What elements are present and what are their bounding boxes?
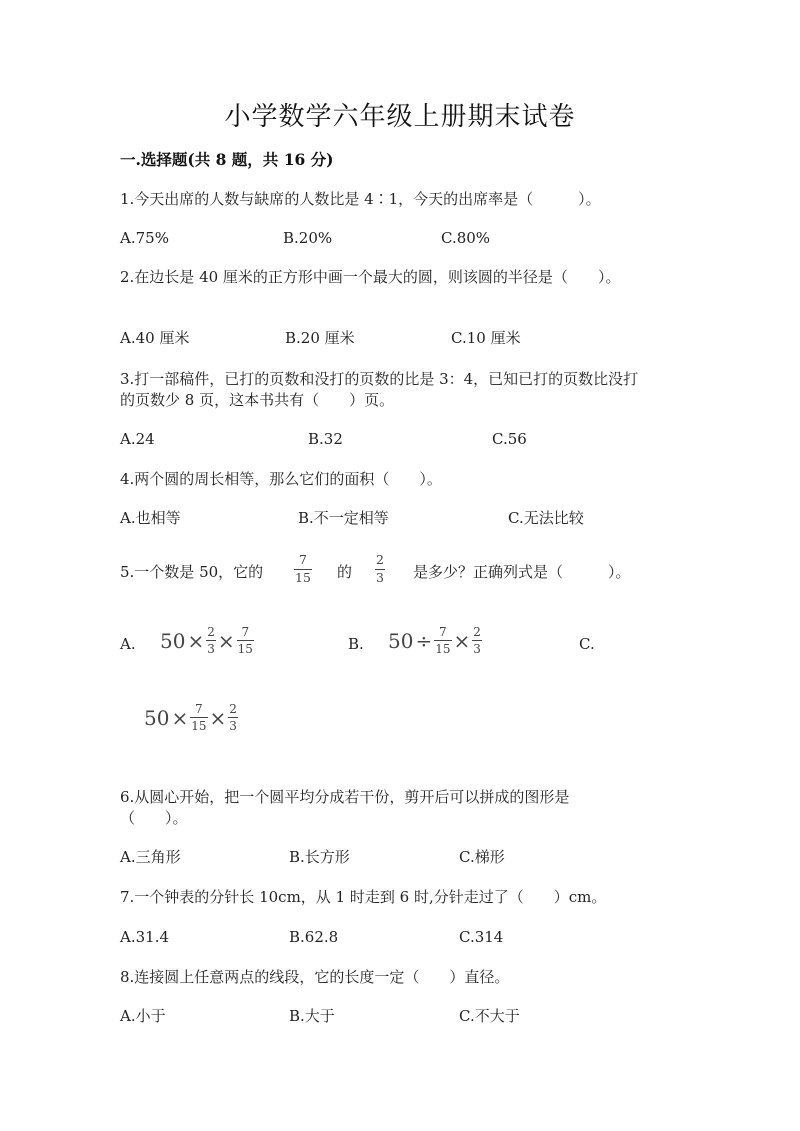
fraction-denominator: 15 (295, 569, 311, 585)
question-3-option-b[interactable]: B.32 (308, 430, 343, 448)
question-4-option-b[interactable]: B.不一定相等 (298, 509, 389, 527)
question-8-option-a[interactable]: A.小于 (120, 1007, 166, 1025)
fraction-denominator: 3 (376, 569, 384, 585)
question-3-stem-line1: 3.打一部稿件，已打的页数和没打的页数的比是 3：4，已知已打的页数比没打 (120, 370, 639, 388)
question-6-stem-line2: （ ）。 (120, 809, 188, 827)
question-5-option-b-expression[interactable] (388, 626, 482, 655)
question-1-option-b[interactable]: B.20% (283, 229, 333, 247)
question-5-fraction-2-3 (375, 554, 385, 584)
question-1-option-c[interactable]: C.80% (441, 229, 491, 247)
fraction-denominator: 3 (207, 642, 215, 656)
question-6-option-c[interactable]: C.梯形 (459, 848, 505, 866)
fraction-numerator: 2 (229, 702, 237, 716)
question-6-option-a[interactable]: A.三角形 (120, 848, 181, 866)
fraction-denominator: 15 (191, 719, 207, 733)
question-5-option-a-expression[interactable] (160, 626, 254, 655)
question-6-option-b[interactable]: B.长方形 (289, 848, 350, 866)
question-7-stem: 7.一个钟表的分针长 10cm，从 1 时走到 6 时,分针走过了（ ）cm。 (120, 888, 607, 906)
question-3-option-a[interactable]: A.24 (120, 430, 155, 448)
fraction-denominator: 15 (435, 642, 451, 656)
times-operator: × (217, 628, 235, 653)
question-5-option-b-label[interactable]: B. (348, 635, 364, 653)
divide-operator: ÷ (415, 628, 433, 653)
times-operator: × (171, 705, 189, 730)
question-8-stem: 8.连接圆上任意两点的线段，它的长度一定（ ）直径。 (120, 968, 510, 986)
fraction-numerator: 7 (241, 625, 250, 639)
fraction-numerator: 2 (473, 625, 481, 639)
expr-number: 50 (160, 628, 186, 653)
question-2-stem: 2.在边长是 40 厘米的正方形中画一个最大的圆，则该圆的半径是（ ）。 (120, 268, 621, 286)
question-1-stem: 1.今天出席的人数与缺席的人数比是 4∶1，今天的出席率是（ ）。 (120, 190, 601, 208)
expr-number: 50 (144, 705, 170, 730)
question-4-option-c[interactable]: C.无法比较 (508, 509, 584, 527)
question-2-option-a[interactable]: A.40 厘米 (120, 329, 190, 347)
fraction-denominator: 15 (237, 642, 253, 656)
question-7-option-c[interactable]: C.314 (459, 928, 504, 946)
question-1-option-a[interactable]: A.75% (120, 229, 169, 247)
times-operator: × (187, 628, 205, 653)
question-5-stem-mid: 的 (337, 563, 353, 581)
question-2-option-c[interactable]: C.10 厘米 (451, 329, 521, 347)
question-5-stem-post: 是多少？正确列式是（ ）。 (413, 563, 631, 581)
times-operator: × (209, 705, 227, 730)
question-8-option-c[interactable]: C.不大于 (459, 1007, 520, 1025)
fraction-numerator: 7 (439, 625, 447, 639)
times-operator: × (453, 628, 471, 653)
fraction-denominator: 3 (229, 719, 237, 733)
question-2-option-b[interactable]: B.20 厘米 (285, 329, 355, 347)
page-title: 小学数学六年级上册期末试卷 (224, 102, 576, 132)
question-5-option-c-label[interactable]: C. (579, 635, 595, 653)
question-5-fraction-7-15 (294, 554, 312, 584)
fraction-numerator: 2 (376, 552, 384, 567)
question-8-option-b[interactable]: B.大于 (289, 1007, 335, 1025)
question-6-stem-line1: 6.从圆心开始，把一个圆平均分成若干份，剪开后可以拼成的图形是 (120, 788, 570, 806)
fraction-numerator: 7 (195, 702, 203, 716)
question-3-stem-line2: 的页数少 8 页，这本书共有（ ）页。 (120, 391, 395, 409)
question-5-option-c-expression[interactable] (144, 703, 238, 732)
fraction-numerator: 7 (298, 552, 307, 567)
section-heading: 一.选择题(共 8 题，共 16 分) (120, 150, 334, 169)
question-7-option-b[interactable]: B.62.8 (289, 928, 339, 946)
question-3-option-c[interactable]: C.56 (492, 430, 527, 448)
expr-number: 50 (388, 628, 414, 653)
question-5-option-a-label[interactable]: A. (120, 635, 136, 653)
question-4-stem: 4.两个圆的周长相等，那么它们的面积（ ）。 (120, 470, 442, 488)
question-4-option-a[interactable]: A.也相等 (120, 509, 181, 527)
fraction-denominator: 3 (473, 642, 481, 656)
question-7-option-a[interactable]: A.31.4 (120, 928, 169, 946)
question-5-stem-pre: 5.一个数是 50，它的 (120, 563, 264, 581)
fraction-numerator: 2 (207, 625, 215, 639)
